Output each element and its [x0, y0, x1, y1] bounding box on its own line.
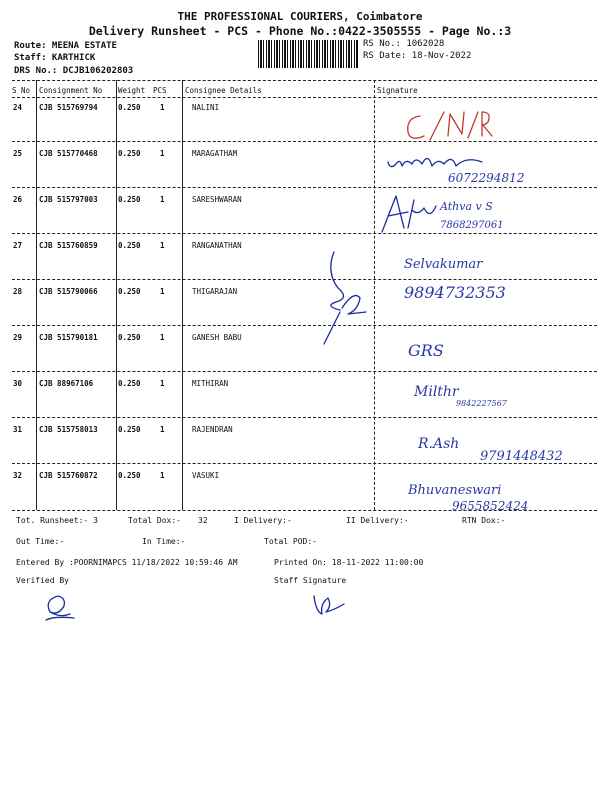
row-weight: 0.250 [118, 425, 141, 434]
signature-24 [400, 104, 490, 144]
row-consignee: MITHIRAN [192, 379, 229, 388]
row-sno: 28 [13, 287, 23, 296]
i-delivery: I Delivery:- [234, 516, 292, 525]
row-pcs: 1 [160, 379, 165, 388]
row-sno: 25 [13, 149, 23, 158]
row-weight: 0.250 [118, 103, 141, 112]
total-dox-value: 32 [198, 516, 208, 525]
rs-date: RS Date: 18-Nov-2022 [363, 51, 472, 61]
staff-signature-label: Staff Signature [274, 576, 347, 585]
col-divider [36, 80, 37, 510]
row-pcs: 1 [160, 287, 165, 296]
row-weight: 0.250 [118, 195, 141, 204]
row-pcs: 1 [160, 471, 165, 480]
row-pcs: 1 [160, 241, 165, 250]
ii-delivery: II Delivery:- [346, 516, 409, 525]
sig-name-32: Bhuvaneswari [408, 483, 502, 498]
signature-27 [404, 250, 514, 276]
row-sno: 27 [13, 241, 23, 250]
col-divider [116, 80, 117, 510]
row-weight: 0.250 [118, 149, 141, 158]
row-sno: 30 [13, 379, 23, 388]
col-pcs: PCS [153, 86, 167, 95]
total-pod: Total POD:- [264, 537, 317, 546]
total-runsheet: Tot. Runsheet:- 3 [16, 516, 98, 525]
phone-31: 9791448432 [480, 449, 563, 464]
rs-number: RS No.: 1062028 [363, 39, 445, 49]
signature-29 [408, 334, 458, 366]
phone-32: 9655852424 [452, 499, 529, 513]
row-consignee: NALINI [192, 103, 220, 112]
row-weight: 0.250 [118, 333, 141, 342]
in-time: In Time:- [142, 537, 186, 546]
rtn-dox: RTN Dox:- [462, 516, 506, 525]
row-consignee: RAJENDRAN [192, 425, 233, 434]
row-consignment: CJB 515760859 [39, 241, 98, 250]
row-consignment: CJB 515790181 [39, 333, 98, 342]
col-consignee: Consignee Details [185, 86, 262, 95]
col-divider [182, 80, 183, 510]
row-weight: 0.250 [118, 241, 141, 250]
row-separator [12, 371, 597, 372]
row-weight: 0.250 [118, 379, 141, 388]
row-sno: 32 [13, 471, 23, 480]
row-pcs: 1 [160, 103, 165, 112]
row-consignee: VASUKI [192, 471, 220, 480]
row-consignment: CJB 515770468 [39, 149, 98, 158]
row-weight: 0.250 [118, 287, 141, 296]
row-consignee: RANGANATHAN [192, 241, 242, 250]
row-consignee: GANESH BABU [192, 333, 242, 342]
barcode [258, 40, 358, 68]
row-sno: 26 [13, 195, 23, 204]
signature-30 [414, 374, 534, 414]
row-sno: 24 [13, 103, 23, 112]
row-consignment: CJB 515769794 [39, 103, 98, 112]
row-consignment: CJB 515760872 [39, 471, 98, 480]
header-bottom-rule [12, 97, 597, 98]
row-weight: 0.250 [118, 471, 141, 480]
row-separator [12, 141, 597, 142]
row-pcs: 1 [160, 195, 165, 204]
staff-signature [310, 590, 350, 620]
col-sno: S No [12, 86, 31, 95]
sig-name-30: Milthr [414, 384, 459, 400]
row-consignee: MARAGATHAM [192, 149, 238, 158]
entered-by: Entered By :POORNIMAPCS 11/18/2022 10:59:46 AM [16, 558, 238, 567]
printed-on: Printed On: 18-11-2022 11:00:00 [274, 558, 424, 567]
sig-name-29: GRS [408, 341, 444, 360]
signature-28 [404, 280, 564, 306]
row-separator [12, 417, 597, 418]
staff-label: Staff: KARTHICK [14, 53, 96, 63]
phone-28: 9894732353 [404, 283, 506, 302]
signature-32 [408, 474, 588, 518]
out-time: Out Time:- [16, 537, 65, 546]
signature-25 [386, 148, 546, 192]
row-pcs: 1 [160, 425, 165, 434]
route-label: Route: MEENA ESTATE [14, 41, 117, 51]
table-top-rule [12, 80, 597, 81]
row-separator [12, 325, 597, 326]
signature-26 [378, 190, 528, 240]
sig-name-27: Selvakumar [404, 257, 483, 272]
company-title: THE PROFESSIONAL COURIERS, Coimbatore [177, 10, 423, 23]
col-consignment: Consignment No [39, 86, 103, 95]
row-consignment: CJB 88967106 [39, 379, 94, 388]
sig-name-26: Athva v S [440, 200, 493, 213]
total-dox-label: Total Dox:- [128, 516, 181, 525]
bracket-mark [320, 250, 380, 350]
row-consignment: CJB 515790066 [39, 287, 98, 296]
col-signature: Signature [377, 86, 418, 95]
verifier-signature [40, 590, 80, 624]
row-sno: 31 [13, 425, 23, 434]
verified-by: Verified By [16, 576, 69, 585]
row-consignee: THIGARAJAN [192, 287, 238, 296]
row-pcs: 1 [160, 333, 165, 342]
col-weight: Weight [118, 86, 146, 95]
row-consignment: CJB 515797003 [39, 195, 98, 204]
row-consignee: SARESHWARAN [192, 195, 242, 204]
row-consignment: CJB 515758013 [39, 425, 98, 434]
row-pcs: 1 [160, 149, 165, 158]
row-sno: 29 [13, 333, 23, 342]
runsheet-subtitle: Delivery Runsheet - PCS - Phone No.:0422-3505555 - Page No.:3 [88, 24, 512, 38]
drs-number: DRS No.: DCJB106202803 [14, 66, 134, 76]
phone-30: 9842227567 [456, 399, 507, 408]
phone-25: 6072294812 [448, 171, 525, 185]
signature-31 [418, 428, 588, 468]
phone-26: 7868297061 [440, 220, 504, 231]
sig-name-31: R.Ash [418, 436, 460, 452]
